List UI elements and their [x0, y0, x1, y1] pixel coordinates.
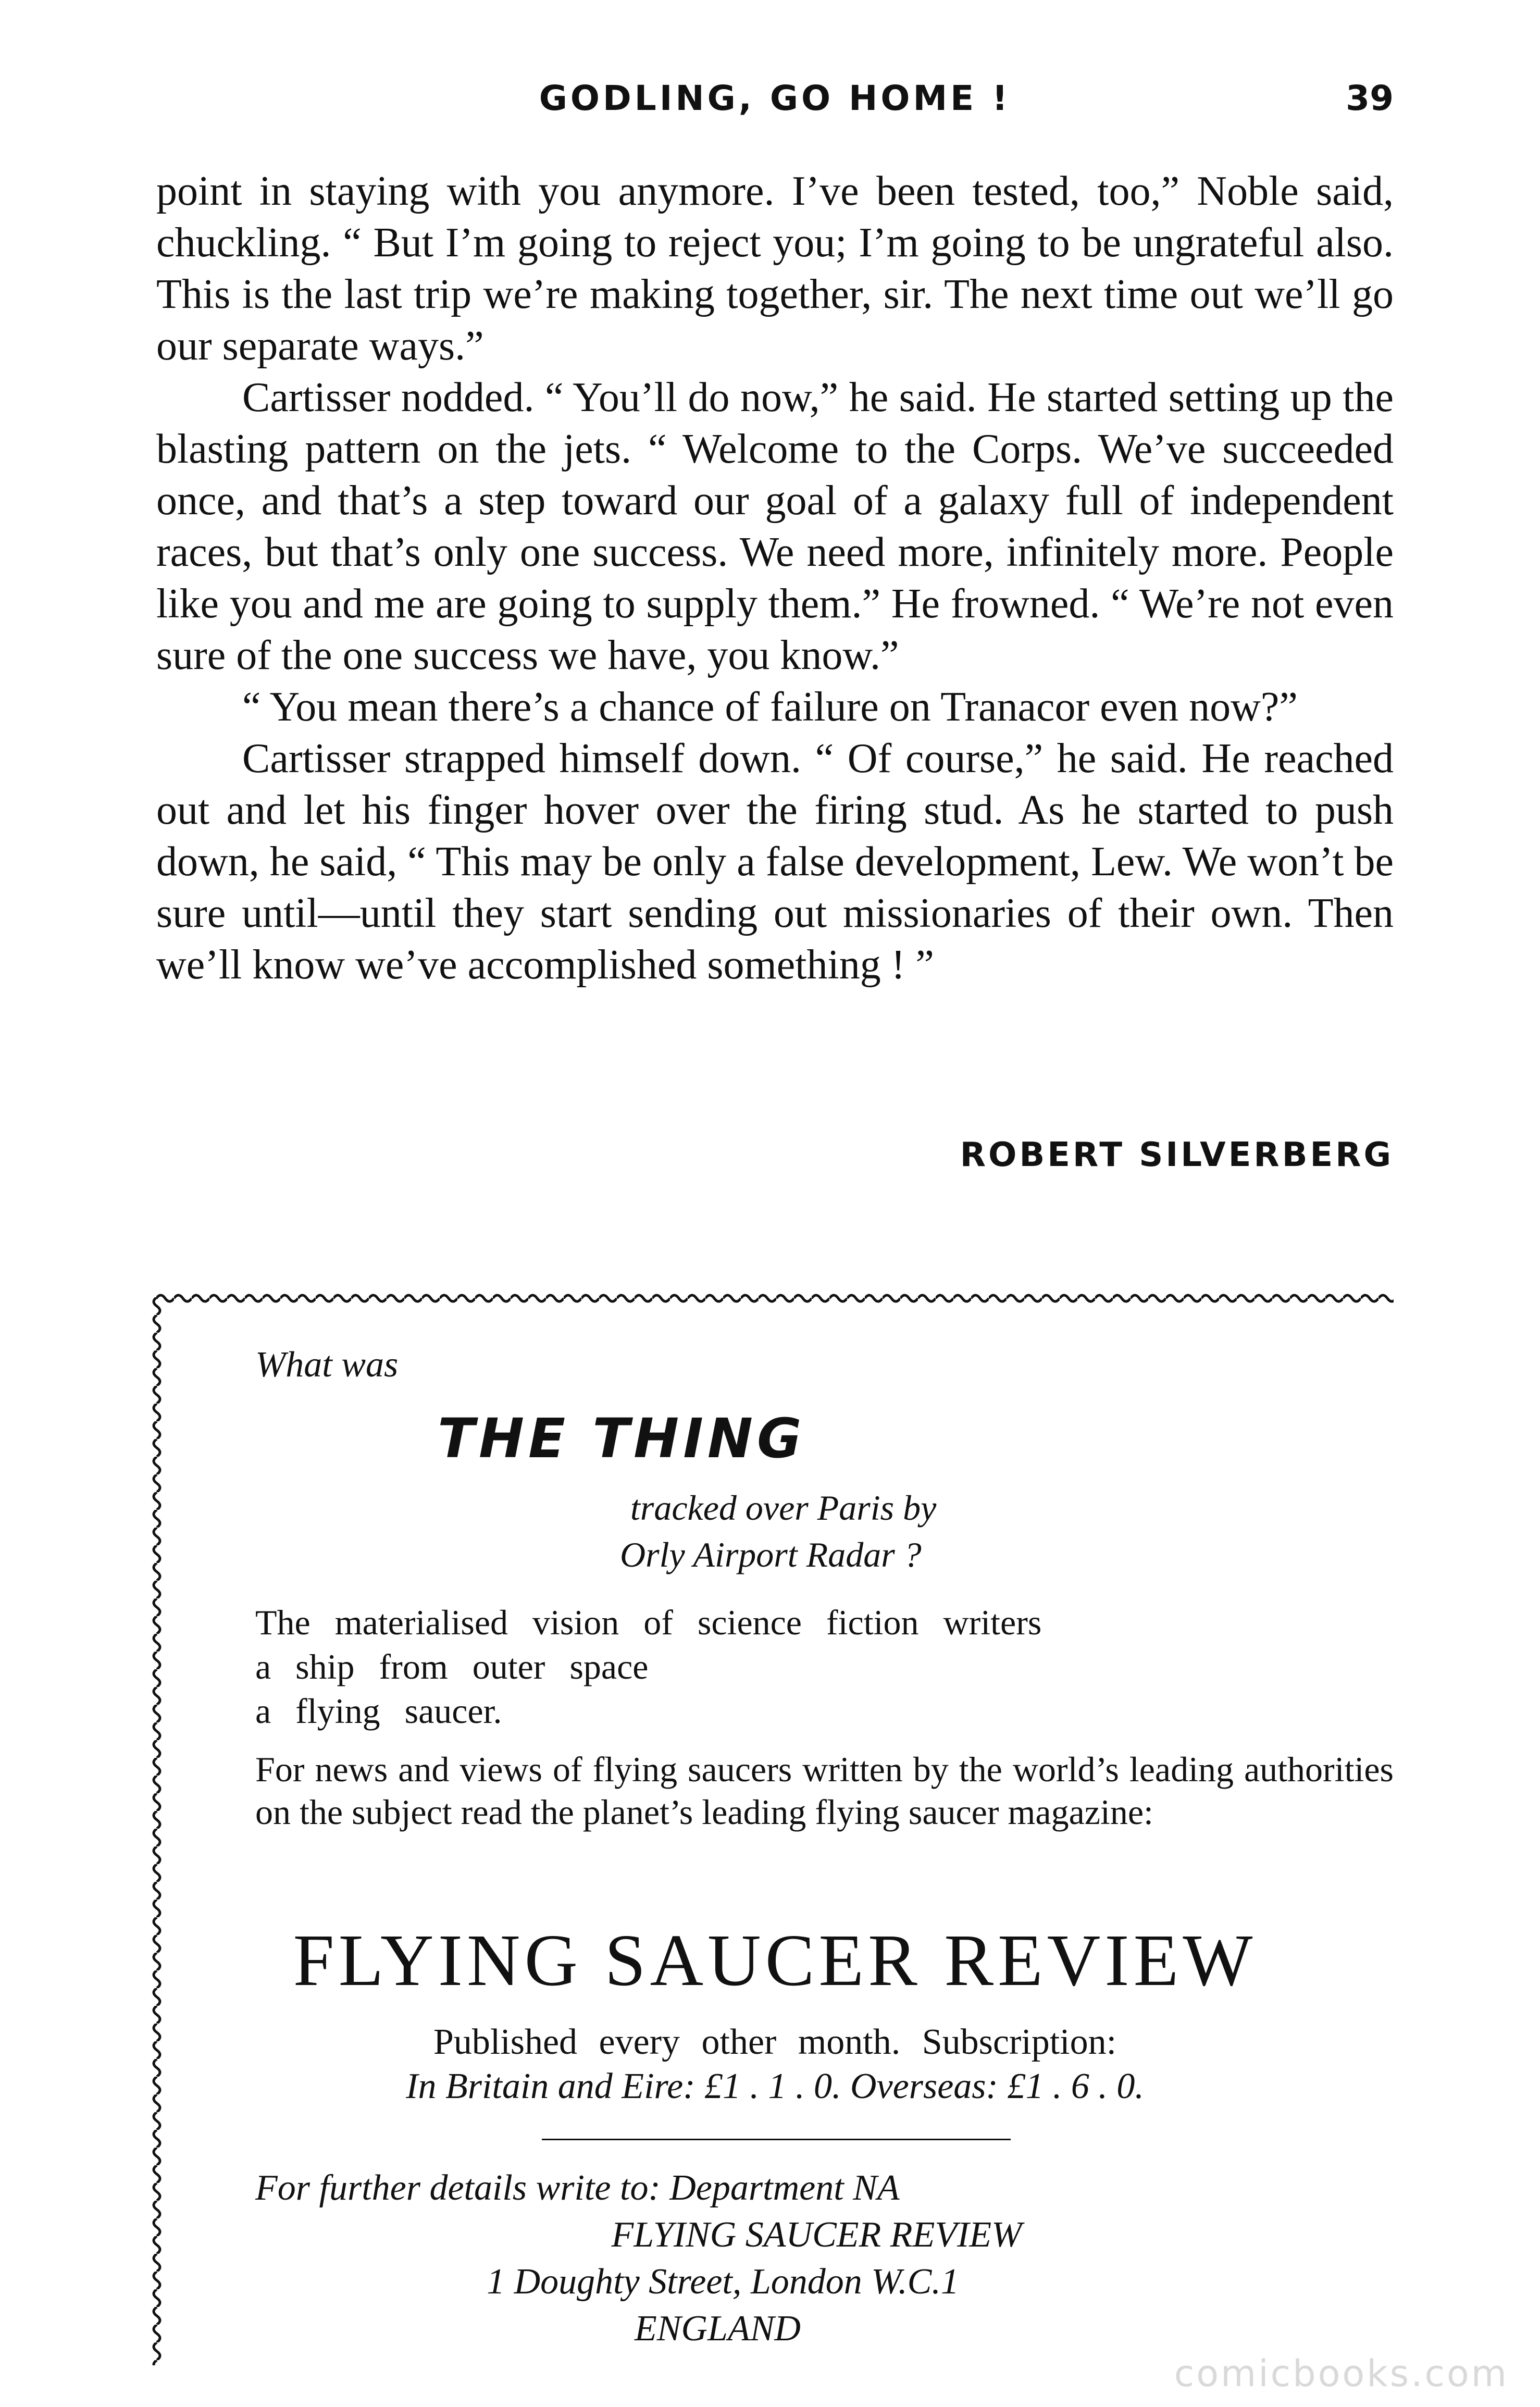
ad-news-paragraph: For news and views of flying saucers written by the world’s leading authorities on the subject read the planet’s leading flying saucer magazine:: [255, 1750, 1394, 1832]
ad-further-details: For further details write to: Department NA: [255, 2168, 900, 2208]
story-paragraph-1: point in staying with you anymore. I’ve been tested, too,” Noble said, chuckling. “ But I’m going to reject you; I’m going to be ungrateful also. This is the last trip we’re making together, sir. The next time out we’ll go our separate ways.”: [156, 168, 1394, 369]
ad-tracked-line: tracked over Paris by: [630, 1488, 937, 1528]
ad-published-line: Published every other month. Subscription:: [433, 2022, 1117, 2062]
ad-orly-line: Orly Airport Radar ?: [620, 1535, 922, 1574]
running-head: [156, 78, 1394, 125]
ad-magazine-title: FLYING SAUCER REVIEW: [293, 1919, 1257, 2001]
ad-the-thing-heading: THE THING: [438, 1407, 806, 1470]
page-number: 39: [1346, 78, 1394, 118]
ad-vision-line: The materialised vision of science fiction writers: [255, 1603, 1042, 1642]
ad-divider: [542, 2139, 1011, 2140]
ad-wavy-border-left: [144, 1297, 170, 2365]
ad-address-country: ENGLAND: [635, 2309, 801, 2349]
ad-wavy-border-top: [156, 1287, 1394, 1308]
story-text: [156, 166, 1394, 991]
story-paragraph-2: Cartisser nodded. “ You’ll do now,” he said. He started setting up the blasting pattern on the jets. “ Welcome to the Corps. We’ve succeeded once, and that’s a step toward our goal of a galaxy full of independent races, but that’s only one success. We need more, infinitely more. People like you and me are going to supply them.” He frowned. “ We’re not even sure of the one success we have, you know.”: [156, 375, 1394, 678]
ad-ship-line: a ship from outer space: [255, 1647, 649, 1686]
watermark: comicbooks.com: [1174, 2352, 1509, 2395]
running-title: GODLING, GO HOME !: [539, 78, 1011, 118]
ad-address-street: 1 Doughty Street, London W.C.1: [487, 2262, 959, 2302]
ad-price-line: In Britain and Eire: £1 . 1 . 0. Overseas: £1 . 6 . 0.: [406, 2066, 1144, 2106]
ad-address-name: FLYING SAUCER REVIEW: [611, 2215, 1022, 2255]
ad-saucer-line: a flying saucer.: [255, 1691, 502, 1731]
story-paragraph-4: Cartisser strapped himself down. “ Of course,” he said. He reached out and let his finger hover over the firing stud. As he started to push down, he said, “ This may be only a false development, Lew. We won’t be sure until—until they start sending out missionaries of their own. Then we’ll know we’ve accomplished something ! ”: [156, 736, 1394, 988]
author-byline: ROBERT SILVERBERG: [960, 1136, 1394, 1174]
story-paragraph-3: “ You mean there’s a chance of failure on Tranacor even now?”: [242, 684, 1298, 730]
ad-what-was: What was: [255, 1345, 399, 1385]
